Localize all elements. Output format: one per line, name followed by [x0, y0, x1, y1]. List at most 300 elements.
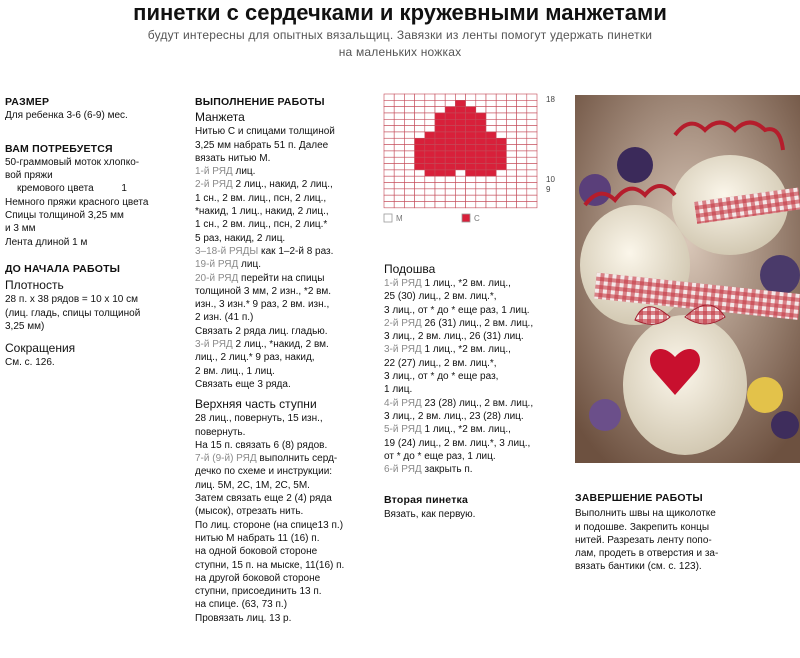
chart-cell-main — [425, 195, 435, 201]
chart-cell-main — [506, 164, 516, 170]
row-label: 5-й РЯД — [384, 424, 425, 436]
instruction-text: закрыть п. — [424, 464, 473, 476]
chart-cell-contrast — [425, 138, 435, 144]
chart-cell-main — [425, 100, 435, 106]
finishing-line: лам, продеть в отверстия и за- — [575, 548, 719, 560]
chart-cell-contrast — [445, 164, 455, 170]
chart-cell-main — [404, 126, 414, 132]
instruction-line — [384, 383, 574, 396]
instruction-line — [195, 285, 380, 298]
instruction-line — [195, 572, 380, 585]
chart-cell-main — [506, 94, 516, 100]
chart-cell-contrast — [445, 119, 455, 125]
chart-row-label-10: 10 — [546, 175, 555, 184]
chart-cell-main — [435, 100, 445, 106]
cuff-instructions — [195, 125, 380, 391]
chart-cell-contrast — [496, 164, 506, 170]
chart-cell-main — [517, 183, 527, 189]
chart-cell-contrast — [415, 164, 425, 170]
chart-cell-main — [415, 170, 425, 176]
instruction-text: Связать 2 ряда лиц. гладью. — [195, 325, 328, 337]
chart-cell-main — [415, 107, 425, 113]
chart-cell-main — [384, 126, 394, 132]
chart-cell-contrast — [476, 138, 486, 144]
chart-cell-main — [527, 176, 537, 182]
row-label: 3-й РЯД — [195, 339, 236, 351]
second-bootie-heading: Вторая пинетка — [384, 494, 469, 507]
density-line: 28 п. х 38 рядов = 10 х 10 см — [5, 294, 138, 306]
chart-cell-main — [404, 170, 414, 176]
chart-cell-main — [527, 94, 537, 100]
bootie-front — [623, 315, 747, 455]
chart-cell-contrast — [455, 151, 465, 157]
chart-cell-main — [425, 107, 435, 113]
chart-cell-main — [517, 189, 527, 195]
chart-cell-main — [435, 176, 445, 182]
chart-cell-main — [435, 107, 445, 113]
row-label: 6-й РЯД — [384, 464, 425, 476]
chart-cell-main — [404, 157, 414, 163]
instruction-line — [195, 205, 380, 218]
chart-cell-main — [466, 176, 476, 182]
chart-cell-contrast — [476, 132, 486, 138]
chart-cell-main — [384, 157, 394, 163]
chart-cell-main — [394, 170, 404, 176]
chart-cell-main — [527, 189, 537, 195]
abbreviations-subheading: Сокращения — [5, 341, 76, 356]
chart-cell-contrast — [466, 138, 476, 144]
chart-cell-contrast — [425, 145, 435, 151]
chart-cell-main — [425, 126, 435, 132]
legend-c-swatch — [462, 214, 470, 222]
chart-cell-contrast — [466, 119, 476, 125]
chart-cell-main — [506, 189, 516, 195]
chart-cell-main — [506, 195, 516, 201]
second-bootie-text: Вязать, как первую. — [384, 508, 476, 520]
chart-cell-main — [496, 113, 506, 119]
instruction-text: Провязать лиц. 13 р. — [195, 612, 292, 624]
chart-cell-main — [527, 170, 537, 176]
before-start-heading: ДО НАЧАЛА РАБОТЫ — [5, 262, 121, 275]
finishing-line: вязать бантики (см. с. 123). — [575, 561, 702, 573]
chart-cell-main — [404, 151, 414, 157]
chart-cell-main — [415, 195, 425, 201]
density-subheading: Плотность — [5, 278, 64, 293]
chart-cell-main — [506, 132, 516, 138]
chart-cell-main — [445, 202, 455, 208]
chart-cell-main — [506, 176, 516, 182]
chart-cell-main — [394, 126, 404, 132]
instruction-text: 1 лиц., *2 вм. лиц., — [424, 424, 511, 436]
instruction-text: 3 лиц., от * до * еще раз, — [384, 371, 499, 383]
chart-cell-main — [486, 107, 496, 113]
chart-cell-main — [527, 107, 537, 113]
instruction-text: как 1–2-й 8 раз. — [261, 245, 334, 257]
chart-cell-main — [517, 107, 527, 113]
chart-cell-main — [466, 94, 476, 100]
chart-cell-main — [506, 202, 516, 208]
chart-cell-main — [476, 94, 486, 100]
chart-cell-main — [486, 113, 496, 119]
instruction-line — [195, 612, 380, 625]
instruction-line — [195, 178, 380, 191]
chart-cell-main — [384, 151, 394, 157]
instruction-text: 23 (28) лиц., 2 вм. лиц., — [424, 397, 534, 409]
row-label: 3-й РЯД — [384, 344, 425, 356]
chart-cell-contrast — [466, 145, 476, 151]
finishing-heading: ЗАВЕРШЕНИЕ РАБОТЫ — [575, 492, 703, 504]
chart-cell-main — [466, 183, 476, 189]
instruction-line — [384, 277, 574, 290]
instruction-line — [384, 330, 574, 343]
instruction-line — [195, 338, 380, 351]
chart-cell-main — [506, 100, 516, 106]
instruction-line — [195, 465, 380, 478]
chart-cell-main — [496, 195, 506, 201]
chart-cell-main — [425, 119, 435, 125]
materials-line: и 3 мм — [5, 223, 36, 235]
materials-line: вой пряжи — [5, 170, 53, 182]
chart-cell-main — [486, 176, 496, 182]
chart-cell-main — [394, 176, 404, 182]
chart-cell-main — [476, 176, 486, 182]
instruction-line — [195, 218, 380, 231]
chart-cell-main — [445, 100, 455, 106]
materials-line: 50-граммовый моток хлопко- — [5, 156, 140, 168]
finishing-line: и подошве. Закрепить концы — [575, 521, 710, 533]
chart-cell-main — [404, 164, 414, 170]
row-label: 4-й РЯД — [384, 397, 425, 409]
chart-cell-contrast — [476, 113, 486, 119]
row-label: 2-й РЯД — [195, 179, 236, 191]
chart-cell-contrast — [445, 107, 455, 113]
size-text: Для ребенка 3-6 (6-9) мес. — [5, 110, 128, 122]
chart-cell-main — [435, 94, 445, 100]
chart-cell-main — [445, 189, 455, 195]
chart-cell-main — [394, 113, 404, 119]
chart-cell-main — [394, 189, 404, 195]
instruction-line — [384, 343, 574, 356]
chart-cell-main — [486, 119, 496, 125]
chart-cell-main — [404, 176, 414, 182]
chart-cell-contrast — [455, 157, 465, 163]
chart-cell-main — [415, 126, 425, 132]
instruction-line — [195, 165, 380, 178]
instruction-line — [195, 585, 380, 598]
chart-cell-main — [394, 202, 404, 208]
chart-cell-main — [445, 183, 455, 189]
chart-cell-main — [517, 113, 527, 119]
chart-cell-main — [425, 183, 435, 189]
bootie-left — [580, 205, 690, 325]
chart-cell-main — [506, 157, 516, 163]
chart-cell-contrast — [425, 170, 435, 176]
instruction-text: от * до * еще раз, 1 лиц. — [384, 450, 496, 462]
instruction-text: 3,25 мм набрать 51 п. Далее — [195, 139, 329, 151]
chart-cell-contrast — [476, 119, 486, 125]
instruction-line — [195, 152, 380, 165]
instruction-line — [195, 545, 380, 558]
chart-cell-contrast — [466, 132, 476, 138]
chart-cell-main — [394, 151, 404, 157]
chart-cell-main — [527, 195, 537, 201]
chart-cell-contrast — [486, 164, 496, 170]
page-subtitle — [0, 27, 800, 61]
chart-cell-main — [476, 202, 486, 208]
chart-cell-main — [404, 100, 414, 106]
instruction-line — [195, 125, 380, 138]
instruction-text: нитью М набрать 11 (16) п. — [195, 532, 320, 544]
chart-cell-main — [384, 202, 394, 208]
instruction-text: ступни, присоединить 13 п. — [195, 586, 322, 598]
chart-cell-main — [517, 202, 527, 208]
chart-cell-main — [404, 132, 414, 138]
chart-cell-contrast — [445, 151, 455, 157]
chart-cell-contrast — [455, 164, 465, 170]
instruction-line — [195, 325, 380, 338]
chart-cell-main — [404, 119, 414, 125]
chart-cell-main — [496, 170, 506, 176]
sole-subheading: Подошва — [384, 262, 436, 276]
chart-row-label-9: 9 — [546, 185, 551, 194]
chart-cell-contrast — [455, 100, 465, 106]
subtitle-line-2: на маленьких ножках — [338, 45, 462, 59]
chart-cell-main — [384, 94, 394, 100]
instruction-line — [195, 298, 380, 311]
instruction-text: лиц. — [241, 259, 261, 271]
finishing-line: Выполнить швы на щиколотке — [575, 508, 716, 520]
chart-cell-main — [527, 138, 537, 144]
chart-cell-contrast — [466, 151, 476, 157]
chart-cell-main — [415, 119, 425, 125]
instruction-line — [195, 492, 380, 505]
chart-cell-contrast — [486, 151, 496, 157]
instruction-text: дечко по схеме и инструкции: — [195, 466, 333, 478]
instruction-text: Нитью С и спицами толщиной — [195, 126, 335, 138]
instruction-text: на спице. (63, 73 п.) — [195, 599, 288, 611]
chart-cell-contrast — [435, 119, 445, 125]
chart-cell-main — [517, 119, 527, 125]
instruction-text: 3 лиц., от * до * еще раз, 1 лиц. — [384, 304, 530, 316]
chart-cell-contrast — [425, 151, 435, 157]
chart-cell-main — [496, 119, 506, 125]
instruction-line — [384, 397, 574, 410]
chart-cell-main — [394, 119, 404, 125]
chart-cell-contrast — [496, 151, 506, 157]
instruction-text: 2 вм. лиц., 1 лиц. — [195, 365, 275, 377]
chart-cell-main — [384, 170, 394, 176]
chart-cell-contrast — [435, 170, 445, 176]
chart-cell-main — [455, 170, 465, 176]
chart-cell-main — [404, 107, 414, 113]
chart-cell-main — [496, 126, 506, 132]
chart-cell-main — [384, 113, 394, 119]
instruction-text: 2 лиц., накид, 2 лиц., — [235, 179, 333, 191]
instruction-text: 3 лиц., 2 вм. лиц., 26 (31) лиц. — [384, 331, 524, 343]
chart-cell-contrast — [455, 119, 465, 125]
legend-c-label: С — [474, 214, 480, 223]
instruction-line — [195, 258, 380, 271]
instruction-text: перейти на спицы — [241, 272, 325, 284]
chart-cell-main — [394, 94, 404, 100]
chart-cell-main — [476, 100, 486, 106]
chart-cell-contrast — [445, 170, 455, 176]
instruction-line — [384, 357, 574, 370]
chart-cell-main — [517, 94, 527, 100]
instruction-text: Связать еще 3 ряда. — [195, 378, 291, 390]
chart-cell-main — [466, 202, 476, 208]
chart-cell-main — [506, 145, 516, 151]
chart-cell-contrast — [476, 126, 486, 132]
chart-cell-contrast — [435, 138, 445, 144]
chart-cell-contrast — [415, 157, 425, 163]
chart-cell-main — [445, 94, 455, 100]
chart-cell-contrast — [466, 157, 476, 163]
materials-line: Немного пряжи красного цвета — [5, 196, 149, 208]
chart-cell-main — [455, 94, 465, 100]
chart-cell-main — [506, 119, 516, 125]
chart-cell-main — [496, 189, 506, 195]
instruction-text: 5 раз, накид, 2 лиц. — [195, 232, 286, 244]
instruction-line — [195, 245, 380, 258]
chart-cell-contrast — [435, 145, 445, 151]
instruction-line — [195, 232, 380, 245]
chart-cell-contrast — [435, 126, 445, 132]
instruction-line — [195, 272, 380, 285]
work-heading: ВЫПОЛНЕНИЕ РАБОТЫ — [195, 96, 325, 108]
instruction-text: *накид, 1 лиц., накид, 2 лиц., — [195, 206, 329, 218]
chart-cell-contrast — [425, 157, 435, 163]
chart-cell-main — [527, 183, 537, 189]
chart-cell-main — [506, 138, 516, 144]
chart-cell-main — [517, 126, 527, 132]
row-label: 2-й РЯД — [384, 317, 425, 329]
chart-cell-main — [384, 132, 394, 138]
chart-row-label-18: 18 — [546, 95, 555, 104]
materials-line: Спицы толщиной 3,25 мм — [5, 210, 124, 222]
chart-cell-contrast — [486, 157, 496, 163]
instruction-text: На 15 п. связать 6 (8) рядов. — [195, 439, 328, 451]
chart-cell-main — [415, 189, 425, 195]
page-title: пинетки с сердечками и кружевными манжетами — [133, 0, 667, 25]
chart-cell-main — [496, 94, 506, 100]
chart-cell-main — [486, 202, 496, 208]
chart-cell-main — [496, 183, 506, 189]
chart-cell-main — [415, 176, 425, 182]
chart-cell-main — [527, 113, 537, 119]
legend-m-swatch — [384, 214, 392, 222]
chart-cell-main — [394, 100, 404, 106]
chart-cell-main — [404, 189, 414, 195]
chart-cell-contrast — [455, 138, 465, 144]
chart-cell-main — [384, 119, 394, 125]
chart-cell-contrast — [425, 164, 435, 170]
row-label: 7-й (9-й) РЯД — [195, 453, 260, 465]
chart-cell-main — [404, 202, 414, 208]
chart-cell-contrast — [466, 113, 476, 119]
chart-cell-contrast — [486, 145, 496, 151]
chart-cell-main — [466, 195, 476, 201]
subtitle-line-1: будут интересны для опытных вязальщиц. Завязки из ленты помогут удержать пинетки — [147, 28, 653, 42]
chart-cell-main — [496, 202, 506, 208]
chart-cell-main — [527, 164, 537, 170]
row-label: 20-й РЯД — [195, 272, 242, 284]
chart-cell-contrast — [415, 145, 425, 151]
chart-cell-main — [486, 183, 496, 189]
instruction-text: вязать нитью М. — [195, 152, 271, 164]
instruction-line — [195, 439, 380, 452]
chart-cell-main — [486, 94, 496, 100]
chart-cell-contrast — [445, 113, 455, 119]
instruction-line — [384, 437, 574, 450]
chart-cell-contrast — [496, 157, 506, 163]
chart-cell-contrast — [455, 126, 465, 132]
instruction-text: на другой боковой стороне — [195, 572, 321, 584]
chart-cell-main — [404, 183, 414, 189]
instruction-text: 2 лиц., *накид, 2 вм. — [235, 339, 329, 351]
chart-cell-main — [415, 100, 425, 106]
chart-cell-contrast — [466, 107, 476, 113]
chart-cell-main — [486, 100, 496, 106]
instruction-text: на одной боковой стороне — [195, 546, 318, 558]
finishing-line: нитей. Разрезать ленту попо- — [575, 534, 712, 546]
chart-cell-main — [527, 132, 537, 138]
chart-cell-contrast — [486, 132, 496, 138]
instruction-text: Затем связать еще 2 (4) ряда — [195, 493, 332, 505]
cuff-subheading: Манжета — [195, 110, 245, 125]
chart-cell-main — [517, 176, 527, 182]
chart-cell-main — [384, 107, 394, 113]
instruction-text: толщиной 3 мм, 2 изн., *2 вм. — [195, 285, 332, 297]
chart-cell-main — [527, 151, 537, 157]
chart-cell-main — [455, 176, 465, 182]
chart-cell-contrast — [415, 138, 425, 144]
instruction-text: 1 сн., 2 вм. лиц., псн, 2 лиц., — [195, 192, 327, 204]
instruction-text: лиц. 5М, 2С, 1М, 2С, 5М. — [195, 479, 310, 491]
row-label: 1-й РЯД — [195, 166, 236, 178]
size-heading: РАЗМЕР — [5, 96, 50, 108]
chart-cell-contrast — [435, 132, 445, 138]
chart-cell-main — [476, 183, 486, 189]
chart-cell-contrast — [445, 157, 455, 163]
chart-cell-contrast — [476, 164, 486, 170]
chart-cell-main — [435, 189, 445, 195]
chart-cell-main — [517, 164, 527, 170]
row-label: 3–18-й РЯДЫ — [195, 245, 262, 257]
chart-cell-main — [517, 145, 527, 151]
chart-cell-main — [466, 189, 476, 195]
chart-cell-main — [425, 113, 435, 119]
chart-cell-main — [496, 100, 506, 106]
chart-cell-main — [394, 132, 404, 138]
instruction-text: 22 (27) лиц., 2 вм. лиц.*, — [384, 357, 497, 369]
chart-cell-contrast — [476, 157, 486, 163]
instruction-line — [195, 559, 380, 572]
chart-cell-contrast — [435, 113, 445, 119]
chart-cell-main — [384, 164, 394, 170]
chart-cell-contrast — [425, 132, 435, 138]
chart-cell-main — [425, 202, 435, 208]
chart-cell-main — [517, 132, 527, 138]
chart-cell-main — [394, 145, 404, 151]
upper-foot-subheading: Верхняя часть ступни — [195, 397, 317, 412]
column-sole — [384, 260, 574, 521]
chart-cell-main — [384, 189, 394, 195]
instruction-text: 3 лиц., 2 вм. лиц., 23 (28) лиц. — [384, 410, 524, 422]
chart-cell-contrast — [496, 138, 506, 144]
instruction-line — [195, 426, 380, 439]
chart-cell-contrast — [445, 132, 455, 138]
